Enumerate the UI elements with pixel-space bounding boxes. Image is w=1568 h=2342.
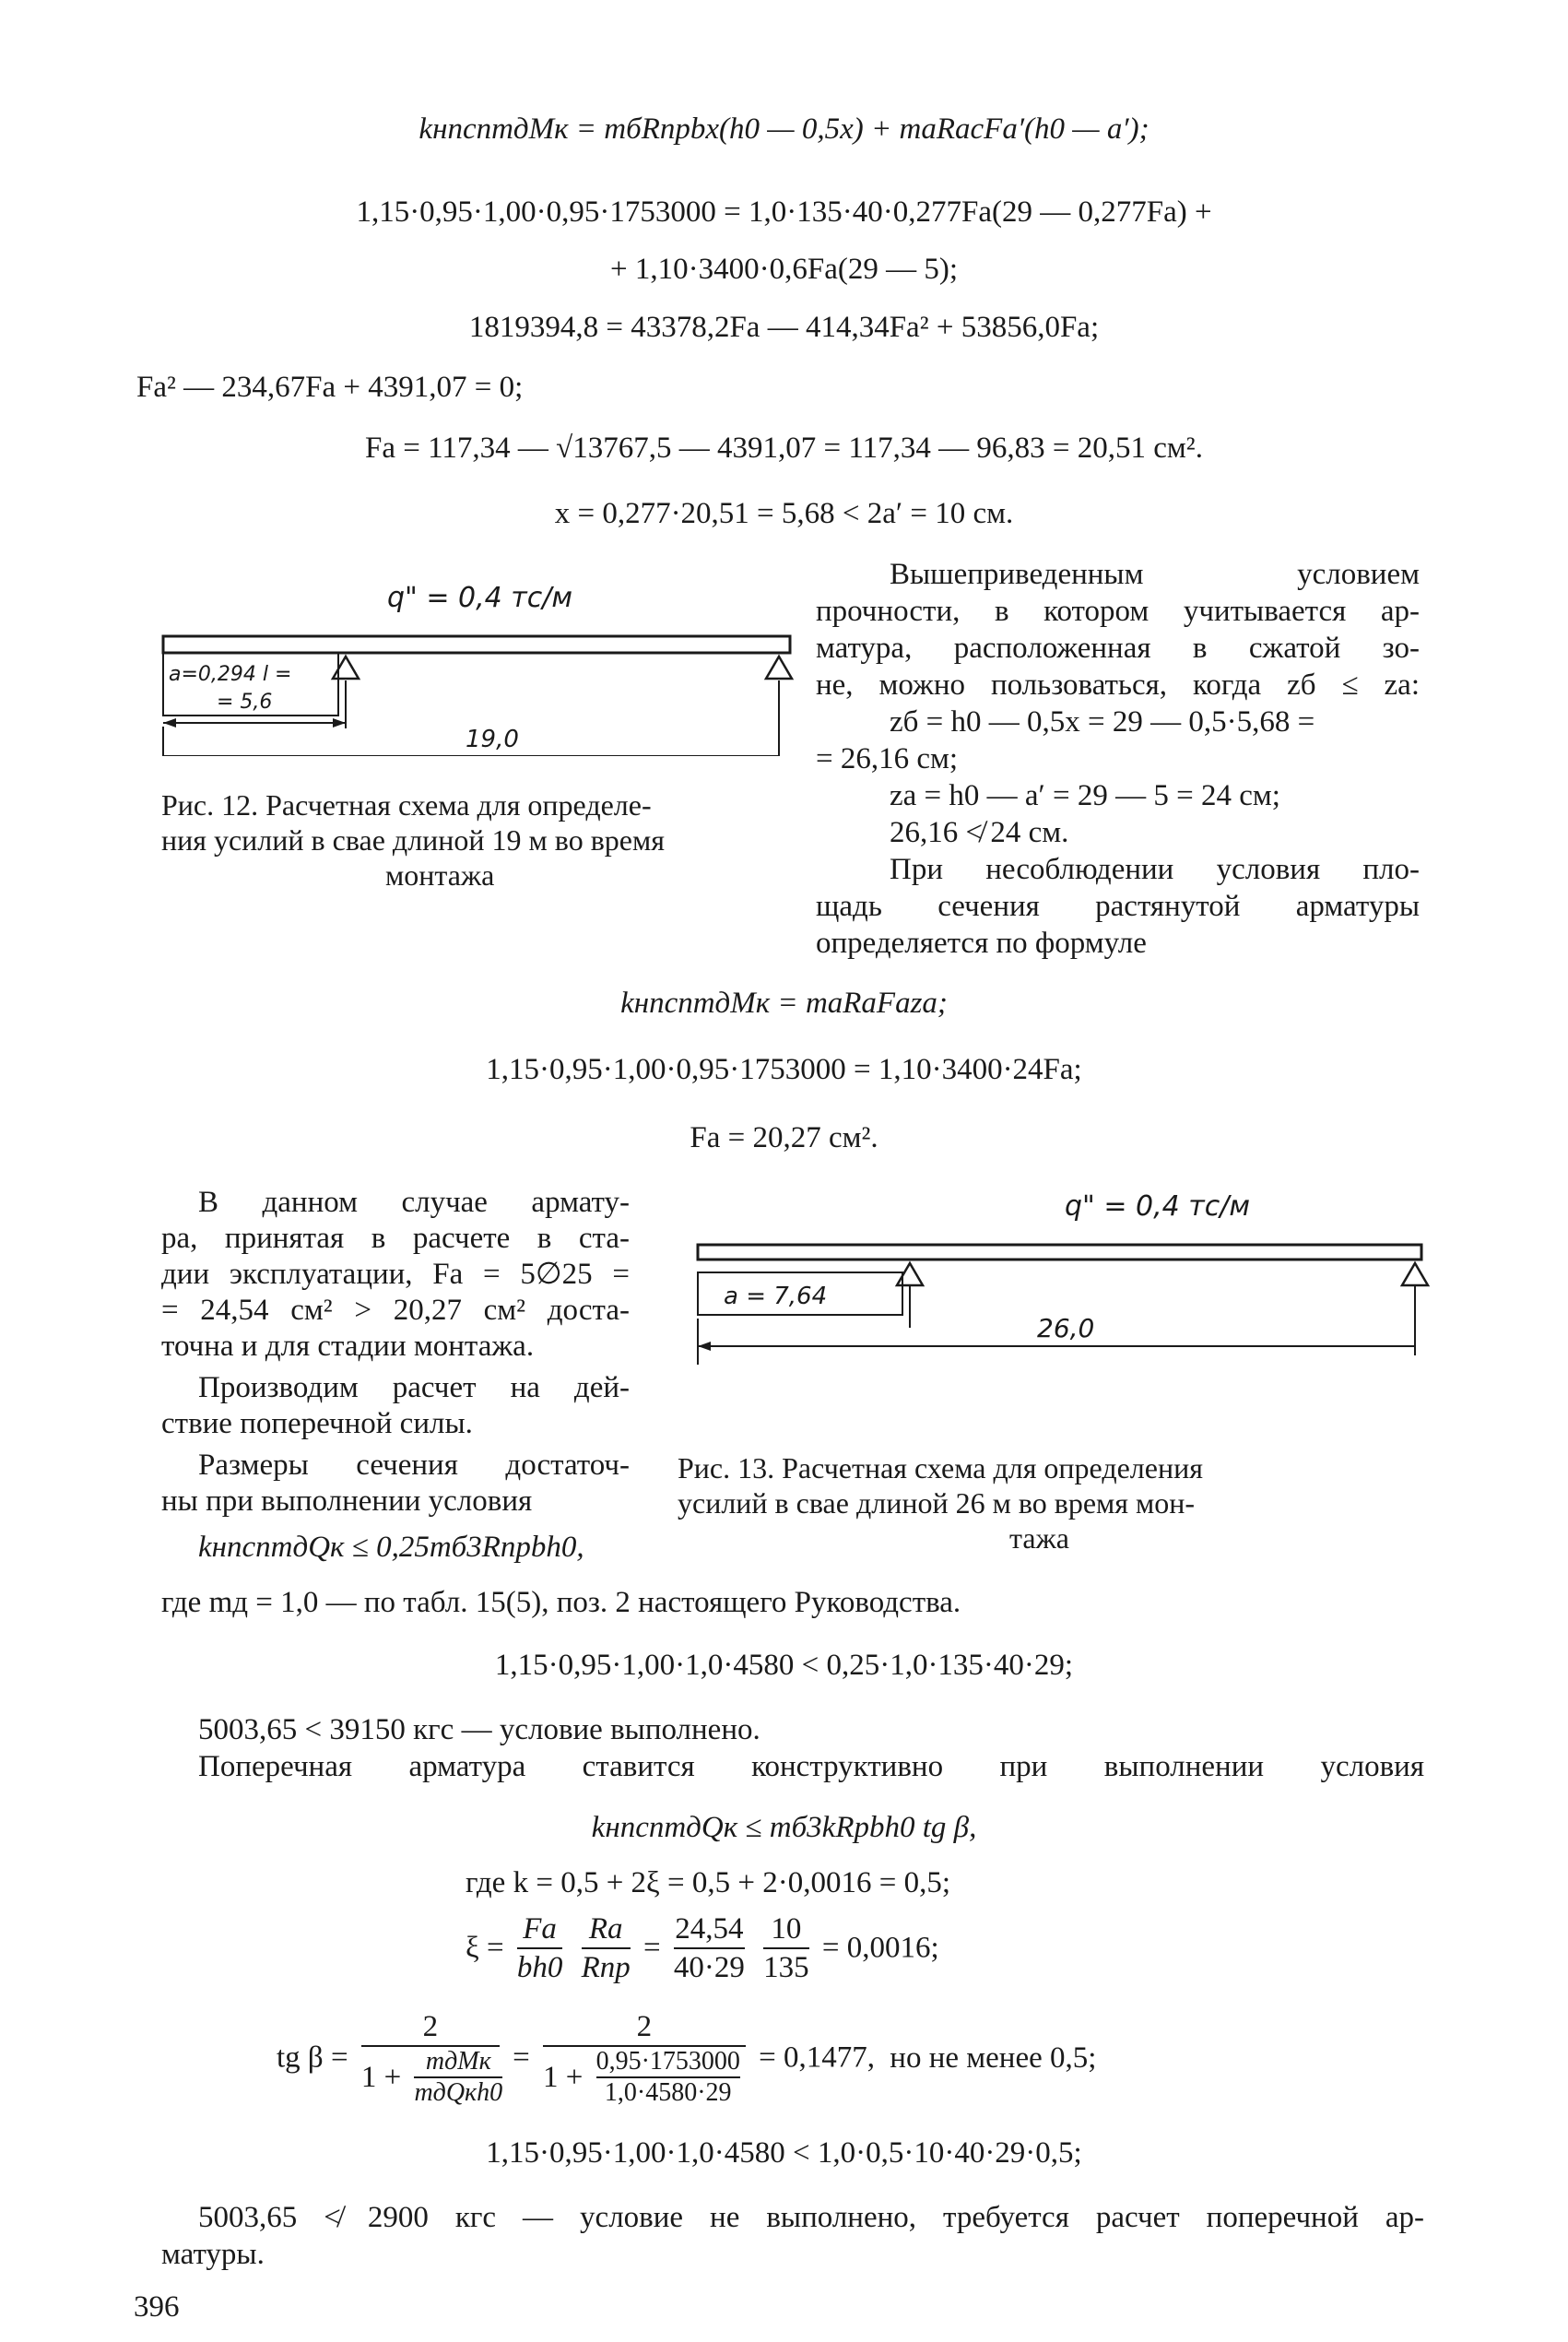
- bottom-condition-met: 5003,65 < 39150 кгс — условие выполнено.: [198, 1713, 760, 1746]
- fig13-caption-line-3: тажа: [1009, 1521, 1069, 1555]
- xi-result: = 0,0016;: [821, 1931, 939, 1965]
- tg-eq: =: [513, 2040, 530, 2075]
- right-col-line-2: прочности, в котором учитывается ар-: [816, 595, 1420, 628]
- tg-frac-2-inner-den: 1,0·4580·29: [604, 2078, 732, 2107]
- tg-beta-formula: [277, 2008, 1096, 2108]
- tg-frac-1-inner-num: mдMк: [414, 2047, 502, 2078]
- right-col-line-4: не, можно пользоваться, когда zб ≤ za:: [816, 668, 1420, 702]
- fig13-caption-line-1: Рис. 13. Расчетная схема для определения: [678, 1451, 1203, 1484]
- figure-13-beam-diagram: [678, 1180, 1443, 1365]
- bottom-transverse-condition: kнnсnmдQк ≤ mб3kRpbh0 tg β,: [591, 1811, 977, 1844]
- left-col-line-8: Размеры сечения достаточ-: [198, 1449, 630, 1482]
- tg-frac-2-inner: [596, 2047, 740, 2108]
- xi-frac-4: [763, 1910, 809, 1986]
- fig12-span-label: 19,0: [466, 726, 519, 753]
- bottom-shear-check: 1,15·0,95·1,00·1,0·4580 < 0,25·1,0·135·40·29;: [494, 1649, 1074, 1682]
- tg-frac-2-inner-num: 0,95·1753000: [596, 2047, 740, 2078]
- fig13-span-arrow-left: [698, 1342, 711, 1351]
- left-col-line-4: = 24,54 см² > 20,27 см² доста-: [161, 1294, 630, 1327]
- xi-frac-4-den: 135: [763, 1951, 809, 1984]
- formula-tensile-result: Fa = 20,27 см².: [690, 1121, 878, 1154]
- fig12-a-arrow-left: [163, 718, 176, 727]
- left-col-line-9: ны при выполнении условия: [161, 1484, 533, 1518]
- fig12-support-right: [766, 656, 792, 679]
- tg-frac-2-num: 2: [543, 2008, 746, 2047]
- formula-tensile-substitution: 1,15·0,95·1,00·0,95·1753000 = 1,10·3400·24Fa;: [486, 1053, 1082, 1086]
- bottom-transverse-intro: Поперечная арматура ставится конструктивно при выполнении условия: [198, 1750, 1424, 1783]
- formula-root: Fa = 117,34 — √13767,5 — 4391,07 = 117,34 — 96,83 = 20,51 см².: [365, 432, 1203, 465]
- tg-frac-2-den: [543, 2047, 746, 2108]
- fig12-load-label: q" = 0,4 тс/м: [387, 582, 573, 614]
- fig12-support-left: [333, 656, 359, 679]
- left-col-line-7: ствие поперечной силы.: [161, 1407, 473, 1440]
- left-col-line-1: В данном случае армату-: [198, 1186, 630, 1219]
- xi-frac-1: [517, 1910, 563, 1986]
- fig13-load-strip: [698, 1245, 1421, 1260]
- fig13-support-left: [897, 1263, 923, 1285]
- right-col-line-3: матура, расположенная в сжатой зо-: [816, 632, 1420, 665]
- formula-x-value: x = 0,277·20,51 = 5,68 < 2a′ = 10 см.: [554, 497, 1014, 530]
- xi-frac-3: [674, 1910, 745, 1986]
- bottom-where-k: где k = 0,5 + 2ξ = 0,5 + 2·0,0016 = 0,5;: [466, 1866, 951, 1899]
- right-col-line-9: При несоблюдении условия пло-: [890, 853, 1420, 886]
- left-col-shear-condition: kнnсnmдQк ≤ 0,25mб3Rпрbh0,: [198, 1531, 584, 1564]
- page-number: 396: [134, 2290, 180, 2324]
- xi-frac-3-den: 40·29: [673, 1951, 745, 1984]
- right-col-line-8: 26,16 ≮ 24 см.: [890, 816, 1069, 849]
- right-col-line-7: za = h0 — a′ = 29 — 5 = 24 см;: [890, 779, 1280, 812]
- formula-strength-condition: kнnсnmдMк = mбRпрbx(h0 — 0,5x) + maRacFa′(h0 — a′);: [419, 112, 1149, 146]
- left-col-line-2: ра, принятая в расчете в ста-: [161, 1222, 630, 1255]
- fig12-load-strip: [163, 636, 790, 653]
- left-col-line-3: дии эксплуатации, Fa = 5∅25 =: [161, 1258, 630, 1291]
- fig13-a-label: a = 7,64: [724, 1283, 828, 1310]
- right-col-line-1: [890, 556, 1420, 593]
- tg-frac-1-inner-den: mдQкh0: [414, 2078, 503, 2107]
- tg-frac-1-inner: [414, 2047, 502, 2108]
- xi-eq: =: [643, 1931, 661, 1965]
- formula-substitution-2: + 1,10·3400·0,6Fa(29 — 5);: [610, 253, 958, 286]
- fig12-caption-line-1: Рис. 12. Расчетная схема для определе-: [161, 788, 652, 822]
- tg-frac-1: [360, 2008, 503, 2108]
- xi-frac-2-den: Rпр: [581, 1951, 631, 1984]
- bottom-where-md: где mд = 1,0 — по табл. 15(5), поз. 2 настоящего Руководства.: [161, 1586, 961, 1619]
- tg-note: но не менее 0,5;: [890, 2040, 1097, 2075]
- xi-formula: [466, 1910, 939, 1986]
- xi-frac-1-num: Fa: [517, 1910, 563, 1949]
- left-col-line-6: Производим расчет на дей-: [198, 1371, 630, 1404]
- formula-expanded: 1819394,8 = 43378,2Fa — 414,34Fa² + 53856,0Fa;: [468, 311, 1100, 344]
- tg-frac-1-den: [360, 2047, 503, 2108]
- fig13-load-label: q" = 0,4 тс/м: [1065, 1190, 1251, 1223]
- xi-frac-4-num: 10: [763, 1910, 809, 1949]
- tg-frac-1-den-pre: 1 +: [360, 2061, 402, 2094]
- bottom-not-met-line-2: матуры.: [161, 2238, 265, 2271]
- formula-quadratic: Fa² — 234,67Fa + 4391,07 = 0;: [136, 371, 524, 404]
- right-col-line-5: zб = h0 — 0,5x = 29 — 0,5·5,68 =: [890, 705, 1315, 739]
- right-col-line-6: = 26,16 см;: [816, 742, 959, 775]
- left-col-line-5: точна и для стадии монтажа.: [161, 1330, 535, 1363]
- fig12-a-label-2: = 5,6: [217, 691, 273, 714]
- right-col-line-11: определяется по формуле: [816, 927, 1147, 960]
- xi-frac-2-num: Ra: [582, 1910, 631, 1949]
- fig13-support-right: [1402, 1263, 1428, 1285]
- fig12-a-arrow-right: [333, 718, 346, 727]
- right-col-word-2: условием: [1297, 558, 1420, 591]
- fig12-caption-line-3: монтажа: [385, 858, 495, 892]
- right-col-line-10: щадь сечения растянутой арматуры: [816, 890, 1420, 923]
- tg-lhs: tg β =: [277, 2040, 348, 2075]
- tg-result: = 0,1477,: [759, 2040, 876, 2075]
- xi-frac-2: [582, 1910, 631, 1986]
- fig13-span-label: 26,0: [1037, 1313, 1095, 1343]
- tg-frac-2-den-pre: 1 +: [542, 2061, 584, 2094]
- xi-frac-3-num: 24,54: [674, 1910, 745, 1949]
- fig13-caption-line-2: усилий в свае длиной 26 м во время мон-: [678, 1486, 1196, 1520]
- right-col-word-1: Вышеприведенным: [890, 558, 1144, 591]
- figure-12-beam-diagram: [152, 572, 816, 756]
- fig12-a-label-1: a=0,294 l =: [169, 663, 292, 686]
- xi-lhs: ξ =: [466, 1931, 504, 1965]
- xi-frac-1-den: bh0: [516, 1951, 563, 1984]
- bottom-final-check: 1,15·0,95·1,00·1,0·4580 < 1,0·0,5·10·40·29·0,5;: [486, 2136, 1082, 2170]
- tg-frac-1-num: 2: [361, 2008, 500, 2047]
- bottom-not-met-line-1: 5003,65 ≮ 2900 кгс — условие не выполнено, требуется расчет поперечной ар-: [198, 2201, 1424, 2234]
- fig12-caption-line-2: ния усилий в свае длиной 19 м во время: [161, 823, 665, 857]
- tg-frac-2: [543, 2008, 746, 2108]
- formula-substitution-1: 1,15·0,95·1,00·0,95·1753000 = 1,0·135·40·0,277Fa(29 — 0,277Fa) +: [356, 195, 1212, 229]
- formula-tensile-condition: kнnсnmдMк = maRaFaza;: [620, 987, 948, 1020]
